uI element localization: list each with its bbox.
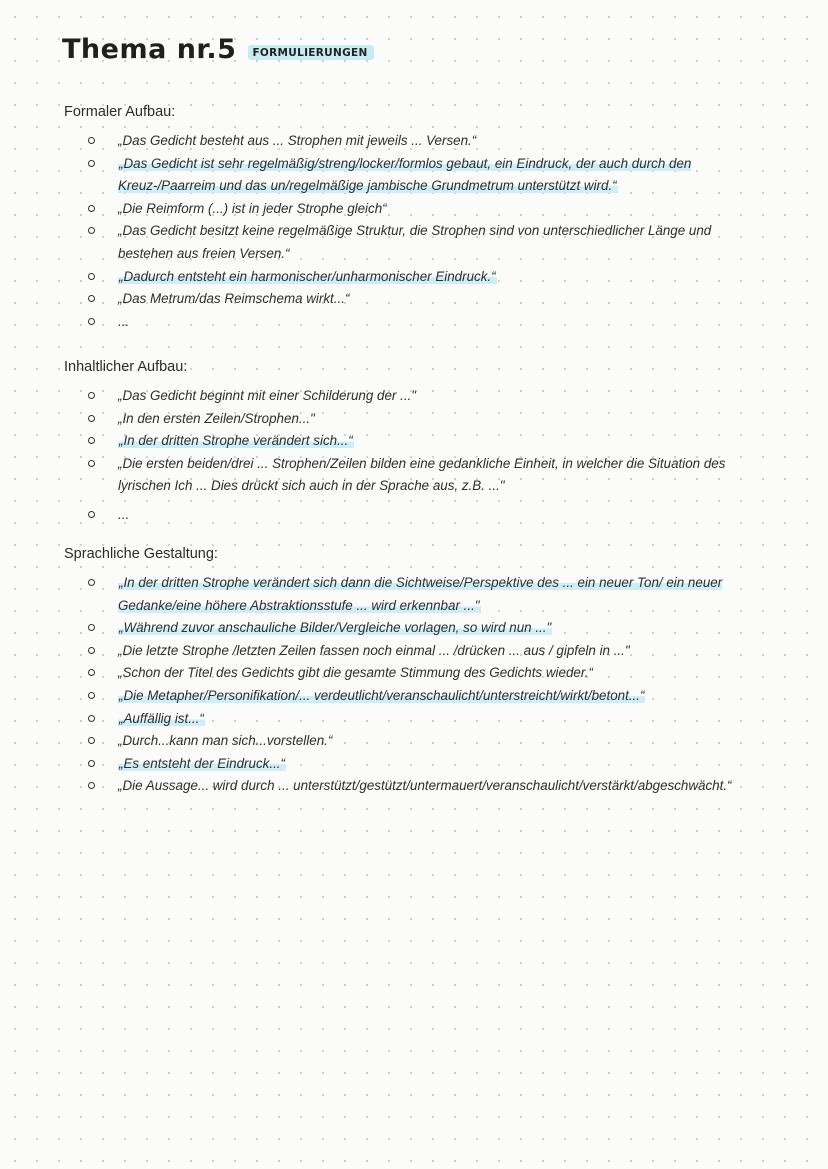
list-item <box>64 572 754 617</box>
section-formaler-aufbau <box>64 104 754 333</box>
bullet-icon <box>88 624 95 631</box>
section-heading: Sprachliche Gestaltung: <box>64 546 218 562</box>
bullet-icon <box>88 392 95 399</box>
bullet-icon <box>88 737 95 744</box>
highlighted-text: „Dadurch entsteht ein harmonischer/unharmonischer Eindruck.“ <box>119 268 496 284</box>
bullet-icon <box>88 295 95 302</box>
list-item <box>64 617 754 640</box>
highlighted-text: „Während zuvor anschauliche Bilder/Vergleiche vorlagen, so wird nun ..." <box>119 620 552 636</box>
list-item: ... <box>64 504 754 527</box>
page-title: Thema nr.5 <box>62 34 237 65</box>
bullet-icon <box>88 205 95 212</box>
section-inhaltlicher-aufbau <box>64 359 754 527</box>
list-item <box>64 685 754 708</box>
phrase-list <box>64 385 754 527</box>
list-item: „Das Gedicht besteht aus ... Strophen mit jeweils ... Versen.“ <box>64 130 754 153</box>
list-item <box>64 266 754 289</box>
page-header <box>62 34 374 65</box>
bullet-icon <box>88 647 95 654</box>
bullet-icon <box>88 579 95 586</box>
list-item: „Das Gedicht besitzt keine regelmäßige Struktur, die Strophen sind von unterschiedlicher Länge und bestehen aus freien Versen.“ <box>64 220 754 265</box>
list-item: „Das Gedicht beginnt mit einer Schilderung der ..." <box>64 385 754 408</box>
bullet-icon <box>88 460 95 467</box>
bullet-icon <box>88 782 95 789</box>
bullet-icon <box>88 437 95 444</box>
highlighted-text: „Das Gedicht ist sehr regelmäßig/streng/locker/formlos gebaut, ein Eindruck, der auch durch den Kreuz-/Paarreim und das un/regelmäßige jambische Grundmetrum unterstützt wird.“ <box>118 155 692 194</box>
bullet-icon <box>88 160 95 167</box>
phrase-list <box>64 572 754 798</box>
bullet-icon <box>88 318 95 325</box>
list-item <box>64 153 754 198</box>
list-item: „Durch...kann man sich...vorstellen.“ <box>64 730 754 753</box>
bullet-icon <box>88 137 95 144</box>
bullet-icon <box>88 760 95 767</box>
section-heading: Formaler Aufbau: <box>64 104 176 120</box>
list-item <box>64 753 754 776</box>
bullet-icon <box>88 692 95 699</box>
bullet-icon <box>88 511 95 518</box>
bullet-icon <box>88 415 95 422</box>
list-item: „Das Metrum/das Reimschema wirkt...“ <box>64 288 754 311</box>
phrase-list <box>64 130 754 333</box>
highlighted-text: „In der dritten Strophe verändert sich dann die Sichtweise/Perspektive des ... ein neuer Ton/ ein neuer Gedanke/eine höhere Abstraktionsstufe ... wird erkennbar ..." <box>118 575 723 613</box>
list-item: „In den ersten Zeilen/Strophen..." <box>64 408 754 431</box>
list-item: „Die letzte Strophe /letzten Zeilen fassen noch einmal ... /drücken ... aus / gipfeln in ..." <box>64 640 754 663</box>
bullet-icon <box>88 227 95 234</box>
highlighted-text: „Die Metapher/Personifikation/... verdeutlicht/veranschaulicht/unterstreicht/wirkt/betont...“ <box>119 687 645 703</box>
highlighted-text: „In der dritten Strophe verändert sich...“ <box>119 433 353 449</box>
section-sprachliche-gestaltung <box>64 546 754 798</box>
list-item: „Schon der Titel des Gedichts gibt die gesamte Stimmung des Gedichts wieder.“ <box>64 662 754 685</box>
section-heading: Inhaltlicher Aufbau: <box>64 359 188 375</box>
bullet-icon <box>88 273 95 280</box>
highlighted-text: „Auffällig ist...“ <box>119 710 204 726</box>
list-item: „Die ersten beiden/drei ... Strophen/Zeilen bilden eine gedankliche Einheit, in welcher die Situation des lyrischen Ich ... Dies drückt sich auch in der Sprache aus, z.B. ..." <box>64 453 754 498</box>
list-item <box>64 708 754 731</box>
bullet-icon <box>88 715 95 722</box>
list-item: „Die Reimform (...) ist in jeder Strophe gleich“ <box>64 198 754 221</box>
topic-tag: FORMULIERUNGEN <box>248 45 373 60</box>
list-item: „Die Aussage... wird durch ... unterstützt/gestützt/untermauert/veranschaulicht/verstärkt/abgeschwächt.“ <box>64 775 754 798</box>
bullet-icon <box>88 669 95 676</box>
highlighted-text: „Es entsteht der Eindruck...“ <box>119 755 285 771</box>
list-item: ... <box>64 311 754 334</box>
list-item <box>64 430 754 453</box>
